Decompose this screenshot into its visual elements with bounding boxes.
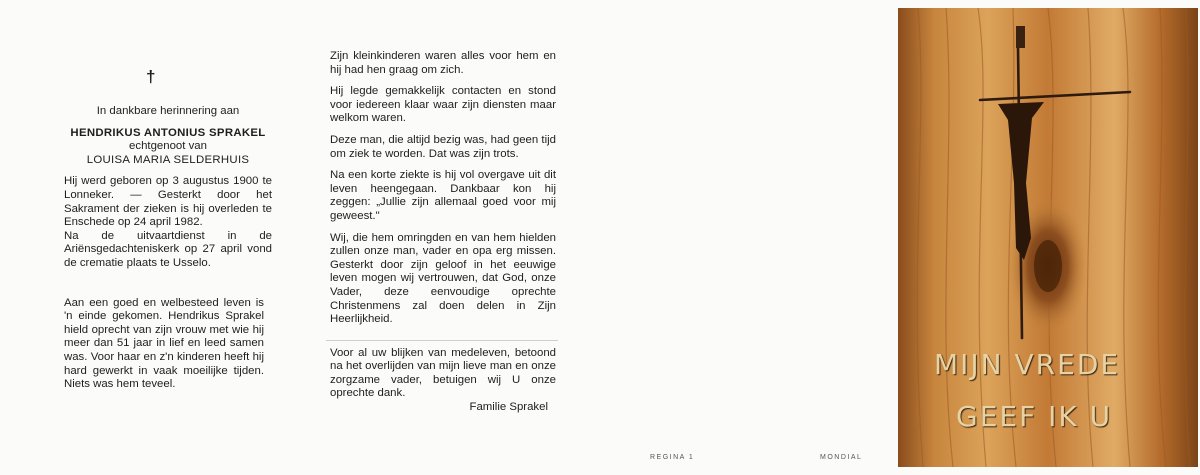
life-paragraph: Aan een goed en welbesteed leven is 'n einde gekomen. Hendrikus Sprakel hield oprecht van zijn vrouw met wie hij meer dan 51 jaar in lief en leed samen was. Voor haar en z'n kinderen heeft hij hard gewerkt in vaak moeilijke tijden. Niets was hem teveel. [64, 296, 264, 391]
left-column [64, 105, 272, 392]
divider-line [326, 340, 558, 341]
crucifix-photo [898, 8, 1198, 467]
grandchildren-paragraph: Zijn kleinkinderen waren alles voor hem en hij had hen graag om zich. [330, 50, 556, 76]
spouse-name: LOUISA MARIA SELDERHUIS [86, 153, 250, 166]
illness-paragraph: Na een korte ziekte is hij vol overgave uit dit leven heengegaan. Dankbaar kon hij zeggen: „Jullie zijn allemaal goed voor mij geweest." [330, 169, 556, 222]
caption-line-2: GEEF IK U [956, 400, 1113, 433]
caption-line-1: MIJN VREDE [934, 348, 1121, 381]
contacts-paragraph: Hij legde gemakkelijk contacten en stond voor iedereen klaar waar zijn diensten maar welkom waren. [330, 85, 556, 125]
printer-mark-mondial: MONDIAL [820, 454, 863, 461]
busy-paragraph: Deze man, die altijd bezig was, had geen tijd om ziek te worden. Dat was zijn trots. [330, 133, 556, 160]
cross-icon: † [146, 67, 156, 86]
intro-text: In dankbare herinnering aan [96, 105, 240, 117]
faith-paragraph: Wij, die hem omringden en van hem hielden zullen onze man, vader en opa erg missen. Gesterkt door zijn geloof in het eeuwige leven mogen wij vertrouwen, dat God, onze Vader, deze eenvoudige oprechte Christenmens zal doen delen in Zijn Heerlijkheid. [330, 231, 556, 326]
wood-crucifix-image [898, 8, 1198, 467]
deceased-name: HENDRIKUS ANTONIUS SPRAKEL [70, 126, 266, 139]
birth-death-paragraph: Hij werd geboren op 3 augustus 1900 te Lonneker. — Gesterkt door het Sakrament der zieken is hij overleden te Enschede op 24 april 1982. [64, 175, 272, 229]
spouse-label: echtgenoot van [129, 140, 207, 153]
signature: Familie Sprakel [469, 401, 548, 414]
funeral-paragraph: Na de uitvaartdienst in de Ariënsgedachteniskerk op 27 april vond de crematie plaats te Usselo. [64, 229, 272, 269]
middle-column [330, 50, 556, 415]
thanks-paragraph: Voor al uw blijken van medeleven, betoond na het overlijden van mijn lieve man en onze zorgzame vader, betuigen wij U onze oprechte dank. [330, 346, 556, 400]
printer-mark-regina: REGINA 1 [650, 454, 695, 461]
